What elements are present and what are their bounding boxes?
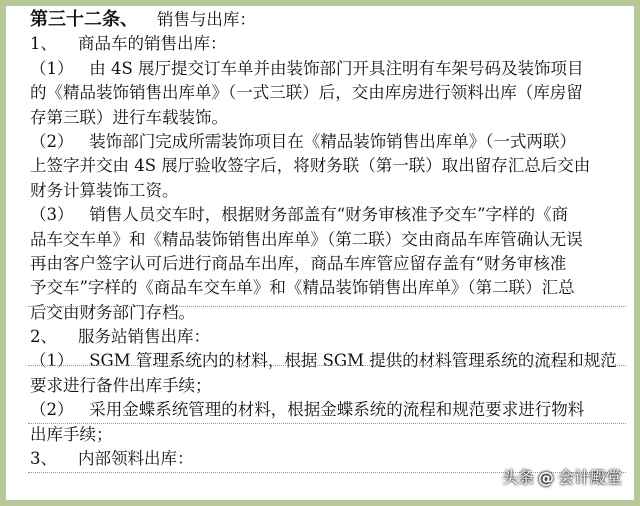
text-line: （2） 装饰部门完成所需装饰项目在《精品装饰销售出库单》（一式两联） [30, 131, 576, 151]
watermark-prefix: 头条 [501, 467, 534, 487]
text-line: 存第三联）进行车载装饰。 [30, 107, 228, 127]
line-divider [28, 365, 626, 366]
text-line: 品车交车单》和《精品装饰销售出库单》（第二联）交由商品车库管确认无误 [30, 229, 583, 249]
watermark-account: 会计殿堂 [557, 467, 622, 487]
text-line: 要求进行备件出库手续； [30, 375, 212, 395]
article-title: 销售与出库： [156, 10, 256, 29]
text-line: 3、 内部领料出库： [30, 449, 194, 469]
text-line: 1、 商品车的销售出库： [30, 34, 227, 54]
text-line: 的《精品装饰销售出库单》（一式三联）后，交由库房进行领料出库（库房留 [30, 83, 583, 103]
text-line: 后交由财务部门存档。 [30, 302, 195, 322]
text-line: 再由客户签字认可后进行商品车出库，商品车库管应留存盖有“财务审核准 [30, 253, 567, 273]
watermark [502, 466, 622, 490]
line-divider [28, 306, 626, 307]
text-line: （1） SGM 管理系统内的材料，根据 SGM 提供的材料管理系统的流程和规范 [30, 351, 617, 371]
text-line: 2、 服务站销售出库： [30, 327, 210, 347]
line-divider [28, 423, 626, 424]
text-line: 上签字并交由 4S 展厅验收签字后，将财务联（第一联）取出留存汇总后交由 [30, 156, 591, 176]
text-line: （2） 采用金蝶系统管理的材料，根据金蝶系统的流程和规范要求进行物料 [30, 400, 585, 420]
text-line: 财务计算装饰工资。 [30, 180, 179, 200]
article-number: 第三十二条、 [30, 9, 138, 30]
at-icon: @ [537, 467, 554, 487]
text-line: 予交车”字样的《商品车交车单》和《精品装饰销售出库单》（第二联）汇总 [30, 278, 575, 298]
text-line: （1） 由 4S 展厅提交订车单并由装饰部门开具注明有车架号码及装饰项目 [30, 58, 584, 78]
text-line: （3） 销售人员交车时，根据财务部盖有“财务审核准予交车”字样的《商 [30, 205, 569, 225]
document-body [30, 8, 620, 471]
article-heading-line [30, 8, 620, 32]
text-line: 出库手续； [30, 424, 113, 444]
